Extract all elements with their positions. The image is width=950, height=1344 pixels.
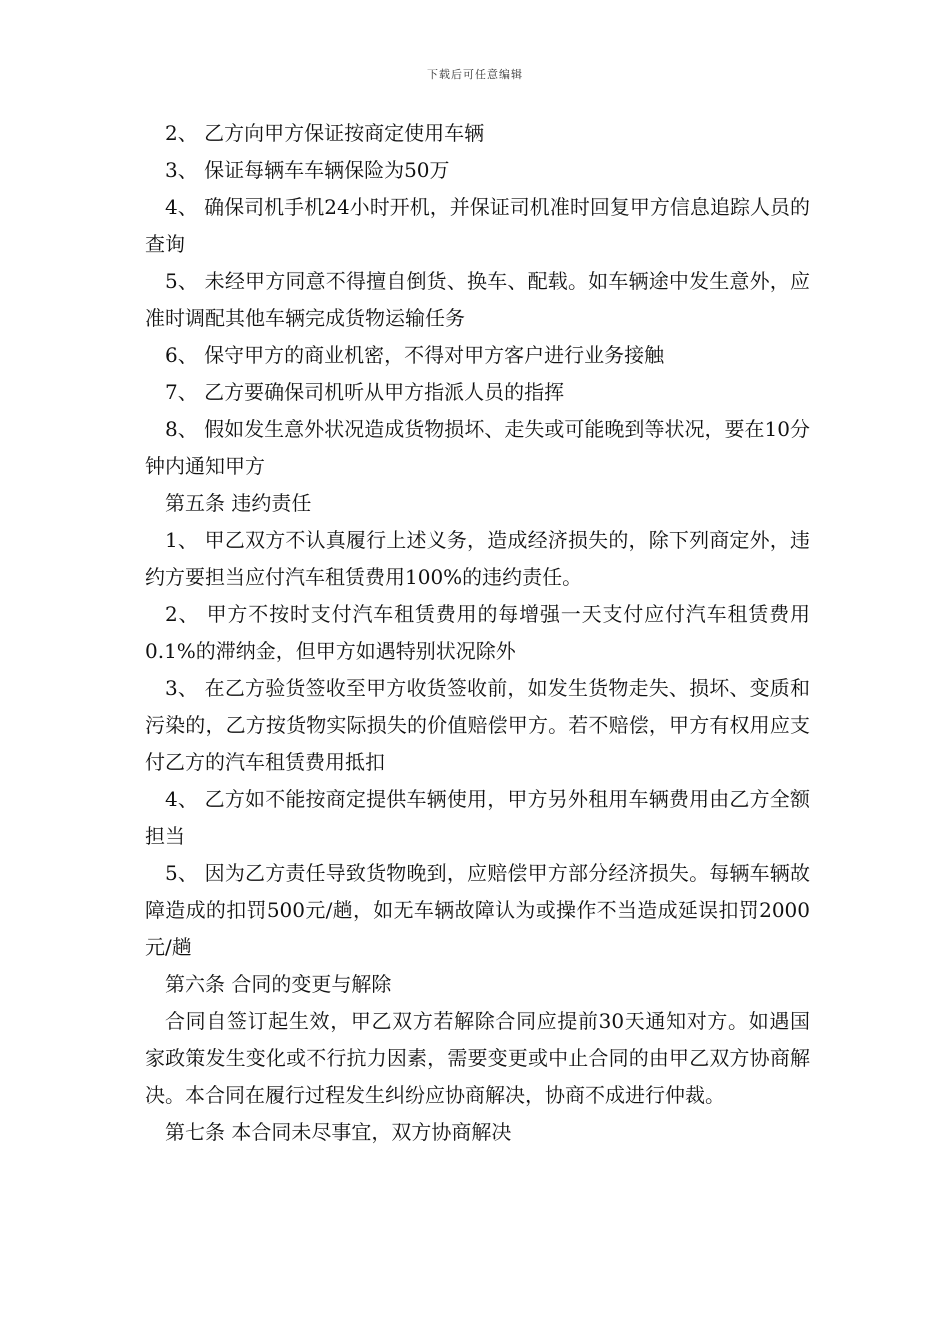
section-heading-7: 第七条 本合同未尽事宜，双方协商解决 — [165, 1120, 512, 1144]
liability-item-5: 5、 因为乙方责任导致货物晚到，应赔偿甲方部分经济损失。每辆车辆故障造成的扣罚500元/趟，如无车辆故障认为或操作不当造成延误扣罚2000元/趟 — [145, 861, 810, 959]
section-heading-5: 第五条 违约责任 — [165, 491, 312, 515]
clause-item-7: 7、 乙方要确保司机听从甲方指派人员的指挥 — [165, 380, 565, 404]
clause-item-3: 3、 保证每辆车车辆保险为50万 — [165, 158, 450, 182]
liability-item-2: 2、 甲方不按时支付汽车租赁费用的每增强一天支付应付汽车租赁费用0.1%的滞纳金，但甲方如遇特别状况除外 — [145, 602, 810, 663]
liability-item-3: 3、 在乙方验货签收至甲方收货签收前，如发生货物走失、损坏、变质和污染的，乙方按货物实际损失的价值赔偿甲方。若不赔偿，甲方有权用应支付乙方的汽车租赁费用抵扣 — [145, 676, 810, 774]
clause-item-2: 2、 乙方向甲方保证按商定使用车辆 — [165, 121, 485, 145]
page-header: 下载后可任意编辑 — [427, 68, 523, 81]
clause-item-6: 6、 保守甲方的商业机密，不得对甲方客户进行业务接触 — [165, 343, 665, 367]
liability-item-4: 4、 乙方如不能按商定提供车辆使用，甲方另外租用车辆费用由乙方全额担当 — [145, 787, 810, 848]
clause-item-8: 8、 假如发生意外状况造成货物损坏、走失或可能晚到等状况，要在10分钟内通知甲方 — [145, 417, 810, 478]
liability-item-1: 1、 甲乙双方不认真履行上述义务，造成经济损失的，除下列商定外，违约方要担当应付汽车租赁费用100%的违约责任。 — [145, 528, 810, 589]
clause-item-4: 4、 确保司机手机24小时开机，并保证司机准时回复甲方信息追踪人员的查询 — [145, 195, 810, 256]
document-body — [145, 115, 810, 1151]
section-heading-6: 第六条 合同的变更与解除 — [165, 972, 392, 996]
termination-paragraph: 合同自签订起生效，甲乙双方若解除合同应提前30天通知对方。如遇国家政策发生变化或不行抗力因素，需要变更或中止合同的由甲乙双方协商解决。本合同在履行过程发生纠纷应协商解决，协商不成进行仲裁。 — [145, 1009, 810, 1107]
clause-item-5: 5、 未经甲方同意不得擅自倒货、换车、配载。如车辆途中发生意外，应准时调配其他车辆完成货物运输任务 — [145, 269, 810, 330]
